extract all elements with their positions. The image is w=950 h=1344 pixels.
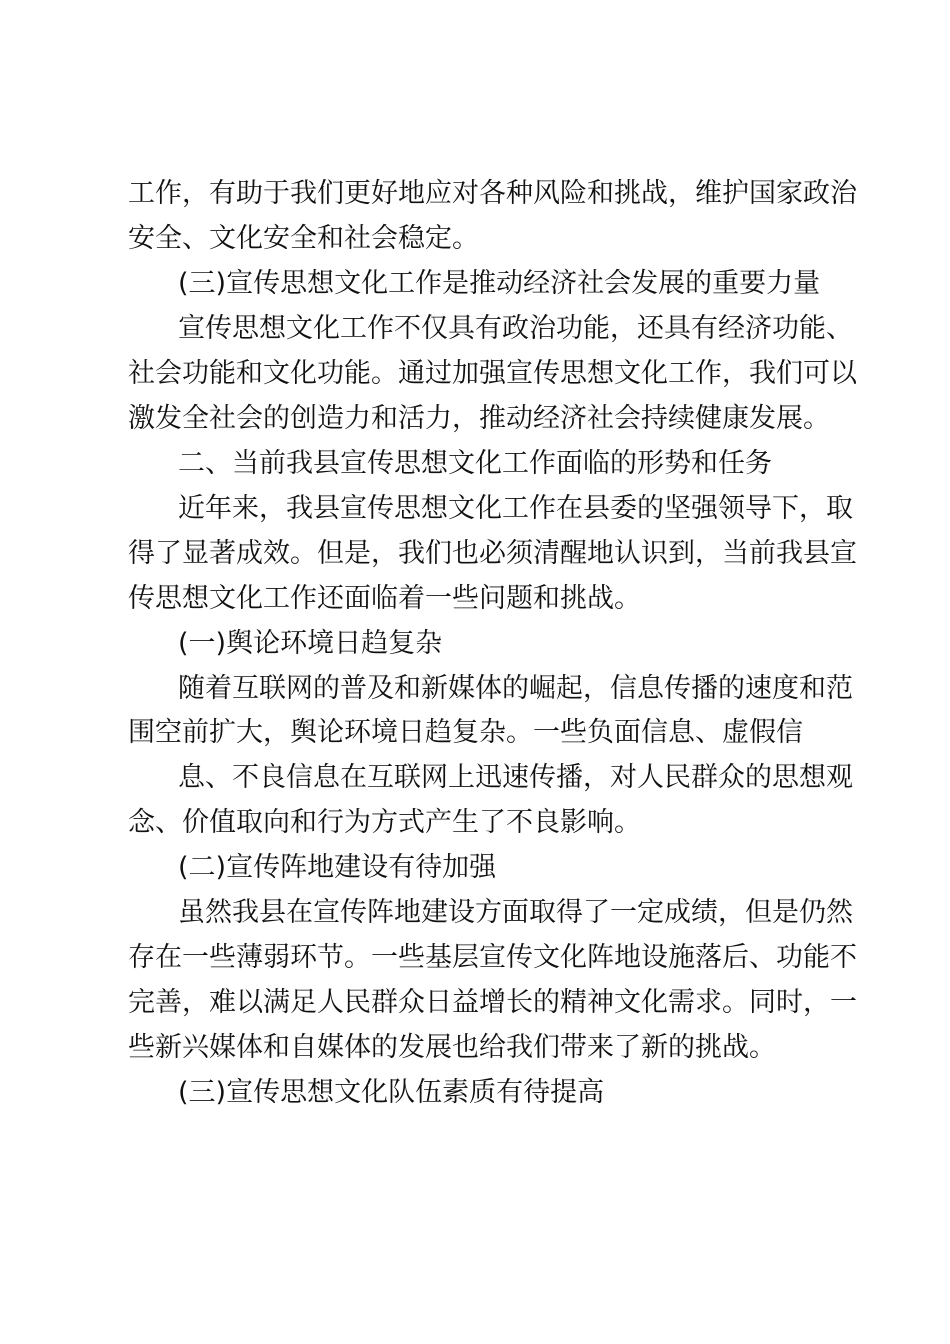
paragraph-line-15: 念、价值取向和行为方式产生了不良影响。 bbox=[128, 807, 641, 838]
chapter-heading-2: 二、当前我县宣传思想文化工作面临的形势和任务 bbox=[178, 448, 772, 479]
paragraph-line-4: 宣传思想文化工作不仅具有政治功能，还具有经济功能、 bbox=[178, 313, 853, 344]
paragraph-line-13: 围空前扩大，舆论环境日趋复杂。一些负面信息、虚假信 bbox=[128, 717, 803, 748]
paragraph-line-10: 传思想文化工作还面临着一些问题和挑战。 bbox=[128, 583, 641, 614]
section-heading-1: (一)舆论环境日趋复杂 bbox=[178, 628, 443, 659]
section-heading-2: (二)宣传阵地建设有待加强 bbox=[178, 852, 497, 883]
paragraph-line-14: 息、不良信息在互联网上迅速传播，对人民群众的思想观 bbox=[178, 762, 853, 793]
paragraph-line-20: 些新兴媒体和自媒体的发展也给我们带来了新的挑战。 bbox=[128, 1032, 776, 1063]
paragraph-line-9: 得了显著成效。但是，我们也必须清醒地认识到，当前我县宣 bbox=[128, 538, 857, 569]
paragraph-line-19: 完善，难以满足人民群众日益增长的精神文化需求。同时，一 bbox=[128, 987, 857, 1018]
paragraph-line-8: 近年来，我县宣传思想文化工作在县委的坚强领导下，取 bbox=[178, 493, 853, 524]
paragraph-line-12: 随着互联网的普及和新媒体的崛起，信息传播的速度和范 bbox=[178, 673, 853, 704]
section-heading-3: (三)宣传思想文化工作是推动经济社会发展的重要力量 bbox=[178, 268, 821, 299]
paragraph-line-6: 激发全社会的创造力和活力，推动经济社会持续健康发展。 bbox=[128, 403, 830, 434]
paragraph-line-1: 工作，有助于我们更好地应对各种风险和挑战，维护国家政治 bbox=[128, 178, 857, 209]
paragraph-line-2: 安全、文化安全和社会稳定。 bbox=[128, 223, 479, 254]
paragraph-line-18: 存在一些薄弱环节。一些基层宣传文化阵地设施落后、功能不 bbox=[128, 942, 857, 973]
section-heading-3b: (三)宣传思想文化队伍素质有待提高 bbox=[178, 1077, 605, 1108]
paragraph-line-17: 虽然我县在宣传阵地建设方面取得了一定成绩，但是仍然 bbox=[178, 897, 853, 928]
paragraph-line-5: 社会功能和文化功能。通过加强宣传思想文化工作，我们可以 bbox=[128, 358, 857, 389]
